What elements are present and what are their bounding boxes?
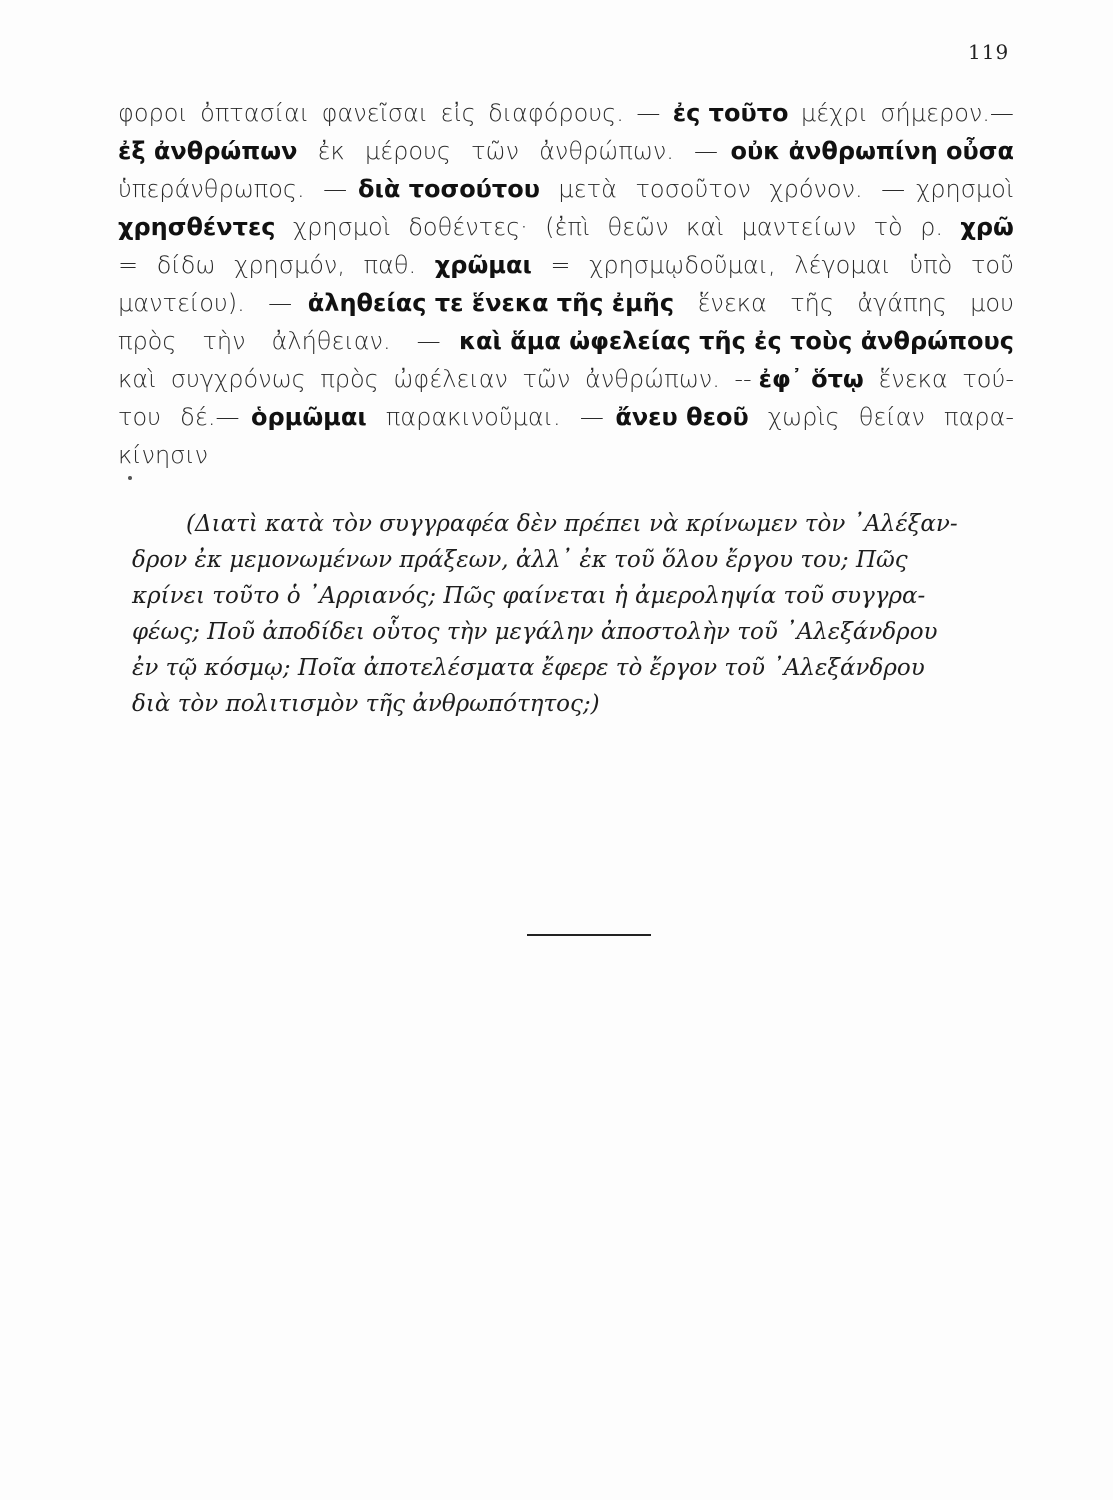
glossary-text: πρὸς [320,365,387,393]
glossary-term: διὰ τοσούτου [358,175,540,203]
glossary-term: ὁρμῶμαι [250,403,367,431]
glossary-line [118,94,1014,132]
glossary-text: = [542,251,579,279]
glossary-text: (ἐπὶ [545,213,598,241]
glossary-text: — [579,403,604,431]
glossary-text: σήμερον.— [880,99,1014,127]
question-line: κρίνει τοῦτο ὁ ᾽Αρριανός; Πῶς φαίνεται ἡ ἀμεροληψία τοῦ συγγρα- [132,583,926,609]
glossary-text: — [268,289,293,317]
glossary-line [118,398,1014,436]
glossary-text: ρ. [920,213,951,241]
glossary-line [118,246,1014,284]
glossary-term: χρησθέντες [118,213,276,241]
glossary-section [118,94,1014,474]
glossary-term: ἄνευ θεοῦ [615,403,749,431]
glossary-text: παθ. [363,251,424,279]
glossary-text: παρακινοῦμαι. [378,403,569,431]
glossary-text: τού- [962,365,1014,393]
glossary-line [118,284,1014,322]
glossary-term: καὶ ἅμα ὠφελείας τῆς ἐς τοὺς ἀνθρώπους [458,327,1014,355]
question-line: φέως; Ποῦ ἀποδίδει οὗτος τὴν μεγάλην ἀποστολὴν τοῦ ᾽Αλεξάνδρου [132,619,938,645]
study-questions [132,506,1018,722]
glossary-text: ἐκ [309,137,353,165]
glossary-term: ἀληθείας τε ἕνεκα τῆς ἐμῆς [307,289,675,317]
glossary-text: μέχρι [793,99,876,127]
glossary-text: θεῶν [607,213,677,241]
glossary-text: μαντείων [741,213,864,241]
glossary-line [118,208,1014,246]
glossary-text: ὀπτασίαι [200,99,317,127]
glossary-text: ἀγάπης [857,289,955,317]
glossary-text: δίδω [156,251,224,279]
question-line: (Διατὶ κατὰ τὸν συγγραφέα δὲν πρέπει νὰ κρίνωμεν τὸν ᾽Αλέξαν- [186,511,958,537]
glossary-text: ὑπὸ [909,251,960,279]
glossary-line [118,322,1014,360]
glossary-text: δέ.— [180,403,240,431]
glossary-text: λέγομαι [794,251,899,279]
glossary-term: ἐς τοῦτο [672,99,789,127]
glossary-text: φοροι [118,99,196,127]
glossary-text: θείαν [858,403,933,431]
glossary-text: πρὸς [118,327,185,355]
section-end-rule [527,934,651,936]
glossary-text: ὠφέλειαν [393,365,516,393]
glossary-text: τῆς [790,289,842,317]
glossary-text: κίνησιν [118,441,209,469]
glossary-term: χρῶ [960,213,1014,241]
glossary-text: τοσοῦτον [635,175,759,203]
glossary-text: τῶν [522,365,579,393]
decorative-dot [128,476,132,480]
glossary-line [118,360,1014,398]
glossary-text: τῶν [471,137,527,165]
glossary-term: ἐφ᾽ ὅτῳ [758,365,864,393]
glossary-text: — [416,327,441,355]
glossary-text: χωρὶς [760,403,848,431]
glossary-text: — [323,175,348,203]
glossary-text: τοῦ [970,251,1014,279]
glossary-text: χρησμόν, [234,251,353,279]
glossary-text: — [881,175,906,203]
glossary-text: — [636,99,668,127]
glossary-text: χρησμοὶ [916,175,1014,203]
glossary-text: διαφόρους. [488,99,632,127]
glossary-text: δοθέντες· [408,213,536,241]
glossary-text: εἰς [440,99,484,127]
page-number: 119 [968,40,1010,64]
glossary-text: μετὰ [550,175,625,203]
glossary-text: ἕνεκα [870,365,956,393]
glossary-text: = [118,251,146,279]
glossary-text: -- [734,365,752,393]
glossary-text: ὑπεράνθρωπος. [118,175,313,203]
glossary-text: ἕνεκα [689,289,775,317]
glossary-text: καὶ [685,213,732,241]
glossary-text: παρα- [944,403,1014,431]
glossary-text: χρόνον. [769,175,871,203]
question-line: ἐν τῷ κόσμῳ; Ποῖα ἀποτελέσματα ἔφερε τὸ ἔργον τοῦ ᾽Αλεξάνδρου [132,655,925,681]
glossary-text: μέρους [364,137,459,165]
glossary-term: οὐκ ἀνθρωπίνη οὖσα [730,137,1014,165]
glossary-text: τὴν [202,327,254,355]
glossary-text: τὸ [873,213,911,241]
glossary-text: χρησμοὶ [285,213,399,241]
glossary-line [118,436,1014,474]
glossary-line [118,170,1014,208]
glossary-text: μου [970,289,1014,317]
glossary-text: συγχρόνως [170,365,314,393]
glossary-term: ἐξ ἀνθρώπων [118,137,298,165]
glossary-line [118,132,1014,170]
question-line: διὰ τὸν πολιτισμὸν τῆς ἀνθρωπότητος;) [132,691,600,717]
glossary-text: ἀνθρώπων. [585,365,728,393]
glossary-text: μαντείου). [118,289,253,317]
question-line: δρον ἐκ μεμονωμένων πράξεων, ἀλλ᾽ ἐκ τοῦ ὅλου ἔργου του; Πῶς [132,547,908,573]
glossary-text: ἀλήθειαν. [271,327,399,355]
glossary-term: χρῶμαι [434,251,532,279]
glossary-text: φανεῖσαι [321,99,436,127]
glossary-text: χρησμῳδοῦμαι, [589,251,784,279]
glossary-text: — [694,137,719,165]
glossary-text: ἀνθρώπων. [539,137,682,165]
glossary-text: του [118,403,169,431]
glossary-text: καὶ [118,365,164,393]
